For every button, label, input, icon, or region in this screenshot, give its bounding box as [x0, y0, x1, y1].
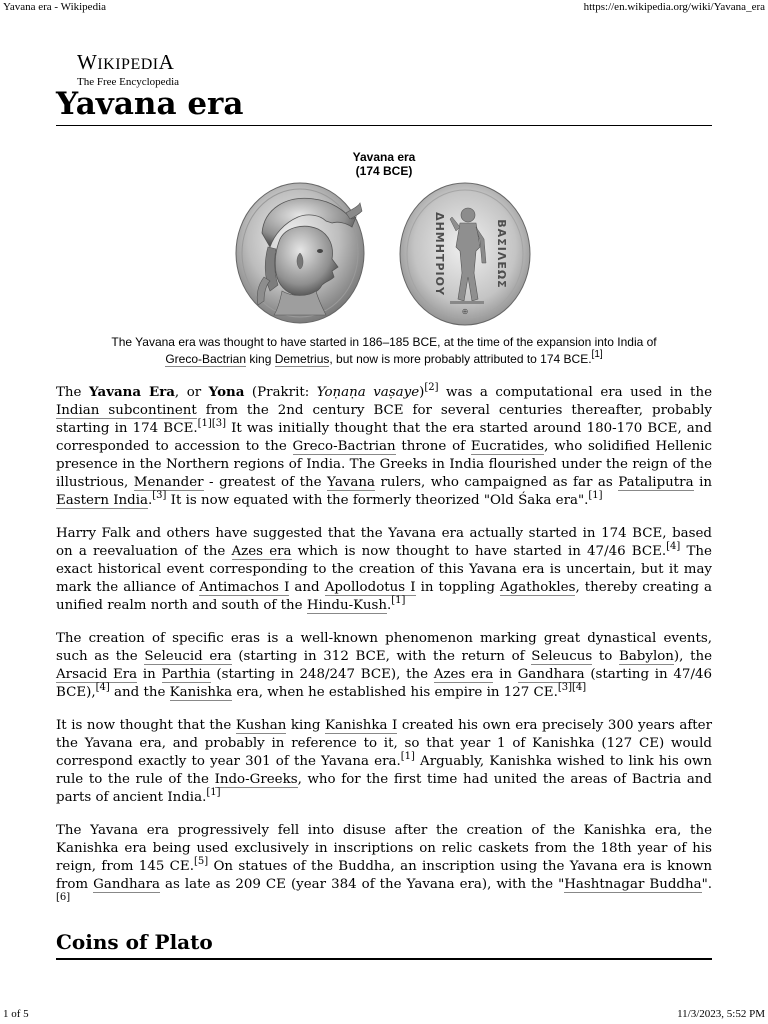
- ref-link[interactable]: [4]: [572, 681, 587, 693]
- link-antimachos-i[interactable]: Antimachos I: [199, 580, 290, 595]
- print-header: [0, 0, 768, 16]
- link-kanishka[interactable]: Kanishka: [169, 685, 233, 700]
- ref-link[interactable]: [5]: [193, 855, 209, 867]
- link-parthia[interactable]: Parthia: [161, 667, 211, 682]
- paragraph-2: Harry Falk and others have suggested that the Yavana era actually started in 174 BCE, based on a reevaluation of the Azes era which is now thought to have started in 47/46 BCE.[4] The exact historical event corresponding to the creation of this Yavana era is uncertain, but it may mark the alliance of Antimachos I and Apollodotus I in toppling Agathokles, thereby creating a unified realm north and south of the Hindu-Kush.[1]: [56, 526, 712, 613]
- page-title: Yavana era: [56, 84, 712, 126]
- ref-link[interactable]: [1]: [391, 594, 406, 606]
- link-hashtnagar-buddha[interactable]: Hashtnagar Buddha: [564, 877, 702, 892]
- ref-link[interactable]: [1]: [591, 349, 603, 360]
- print-datetime: 11/3/2023, 5:52 PM: [677, 1008, 765, 1020]
- infobox-caption: The Yavana era was thought to have started in 186–185 BCE, at the time of the expansion into India of Greco-Bactrian king Demetrius, but now is more probably attributed to 174 BCE.[1]: [111, 335, 657, 366]
- ref-link[interactable]: [3]: [211, 417, 226, 429]
- browser-tab-title: Yavana era - Wikipedia: [3, 1, 107, 13]
- print-footer: [0, 1008, 768, 1024]
- coin-inscription-left: ΔΗΜΗΤΡΙΟΥ: [433, 212, 446, 296]
- link-kushan[interactable]: Kushan: [235, 718, 287, 733]
- link-gandhara[interactable]: Gandhara: [93, 877, 161, 892]
- infobox: [56, 150, 712, 368]
- link-seleucus[interactable]: Seleucus: [531, 649, 593, 664]
- ref-link[interactable]: [1]: [206, 786, 221, 798]
- link-pataliputra[interactable]: Pataliputra: [618, 475, 694, 490]
- ref-link[interactable]: [1]: [588, 489, 603, 501]
- link-arsacid-era[interactable]: Arsacid Era: [56, 667, 138, 682]
- page-count: 1 of 5: [3, 1008, 29, 1020]
- link-indo-greeks[interactable]: Indo-Greeks: [214, 772, 298, 787]
- link-apollodotus-i[interactable]: Apollodotus I: [324, 580, 416, 595]
- link-babylon[interactable]: Babylon: [618, 649, 674, 664]
- coin-obverse-image: [234, 181, 366, 325]
- link-gandhara[interactable]: Gandhara: [517, 667, 585, 682]
- page-url[interactable]: https://en.wikipedia.org/wiki/Yavana_era: [583, 1, 765, 13]
- section-heading: Coins of Plato: [56, 928, 712, 960]
- paragraph-1: The Yavana Era, or Yona (Prakrit: Yoṇaṇa vaṣaye)[2] was a computational era used in the Indian subcontinent from the 2nd century BCE for several centuries thereafter, probably starting in 174 BCE.[1][3] It was initially thought that the era started around 180-170 BCE, and corresponded to accession to the Greco-Bactrian throne of Eucratides, who solidified Hellenic presence in the Northern regions of India. The Greeks in India flourished under the reign of the illustrious, Menander - greatest of the Yavana rulers, who campaigned as far as Pataliputra in Eastern India.[3] It is now equated with the formerly theorized "Old Śaka era".[1]: [56, 381, 713, 508]
- ref-link[interactable]: [2]: [424, 381, 439, 393]
- coin-inscription-right: ΒΑΣΙΛΕΩΣ: [495, 219, 508, 289]
- link-seleucid-era[interactable]: Seleucid era: [144, 649, 232, 664]
- ref-link[interactable]: [3]: [557, 681, 572, 693]
- link-menander[interactable]: Menander: [133, 475, 204, 490]
- link-demetrius[interactable]: Demetrius: [274, 352, 330, 366]
- ref-link[interactable]: [1]: [197, 417, 212, 429]
- link-eucratides[interactable]: Eucratides: [470, 439, 545, 454]
- link-yavana[interactable]: Yavana: [327, 475, 375, 490]
- link-agathokles[interactable]: Agathokles: [499, 580, 576, 595]
- ref-link[interactable]: [4]: [95, 681, 110, 693]
- link-greco-bactrian[interactable]: Greco-Bactrian: [292, 439, 396, 454]
- paragraph-4: It is now thought that the Kushan king Kanishka I created his own era precisely 300 years after the Yavana era, and probably in reference to it, so that year 1 of Kanishka (127 CE) would correspond exactly to year 301 of the Yavana era.[1] Arguably, Kanishka wished to link his own rule to the rule of the Indo-Greeks, who for the first time had united the areas of Bactria and parts of ancient India.[1]: [56, 718, 712, 805]
- article-body: [56, 383, 712, 927]
- link-kanishka-i[interactable]: Kanishka I: [325, 718, 398, 733]
- coin-reverse-image: [398, 181, 532, 327]
- ref-link[interactable]: [3]: [152, 489, 167, 501]
- ref-link[interactable]: [6]: [56, 891, 71, 903]
- infobox-title: Yavana era (174 BCE): [352, 150, 416, 178]
- link-eastern-india[interactable]: Eastern India: [56, 493, 148, 508]
- link-greco-bactrian[interactable]: Greco-Bactrian: [165, 352, 247, 366]
- link-indian-subcontinent[interactable]: Indian subcontinent: [56, 403, 197, 418]
- wikipedia-tagline: The Free Encyclopedia: [77, 76, 180, 88]
- paragraph-3: The creation of specific eras is a well-known phenomenon marking great dynastical events, such as the Seleucid era (starting in 312 BCE, with the return of Seleucus to Babylon), the Arsacid Era in Parthia (starting in 248/247 BCE), the Azes era in Gandhara (starting in 47/46 BCE),[4] and the Kanishka era, when he established his empire in 127 CE.[3][4]: [56, 631, 712, 700]
- ref-link[interactable]: [1]: [400, 750, 415, 762]
- ref-link[interactable]: [4]: [666, 540, 681, 552]
- coin-image[interactable]: [56, 179, 712, 329]
- paragraph-5: The Yavana era progressively fell into disuse after the creation of the Kanishka era, the Kanishka era being used exclusively in inscriptions on relic caskets from the 18th year of his reign, from 145 CE.[5] On statues of the Buddha, an inscription using the Yavana era is known from Gandhara as late as 209 CE (year 384 of the Yavana era), with the "Hashtnagar Buddha".[6]: [56, 823, 713, 903]
- link-hindu-kush[interactable]: Hindu-Kush: [306, 598, 387, 613]
- wikipedia-wordmark: WIKIPEDIA: [77, 50, 175, 74]
- wikipedia-logo[interactable]: [77, 52, 179, 88]
- link-azes-era[interactable]: Azes era: [433, 667, 494, 682]
- coin-monogram: ⊕: [461, 307, 469, 316]
- link-azes-era[interactable]: Azes era: [231, 544, 292, 559]
